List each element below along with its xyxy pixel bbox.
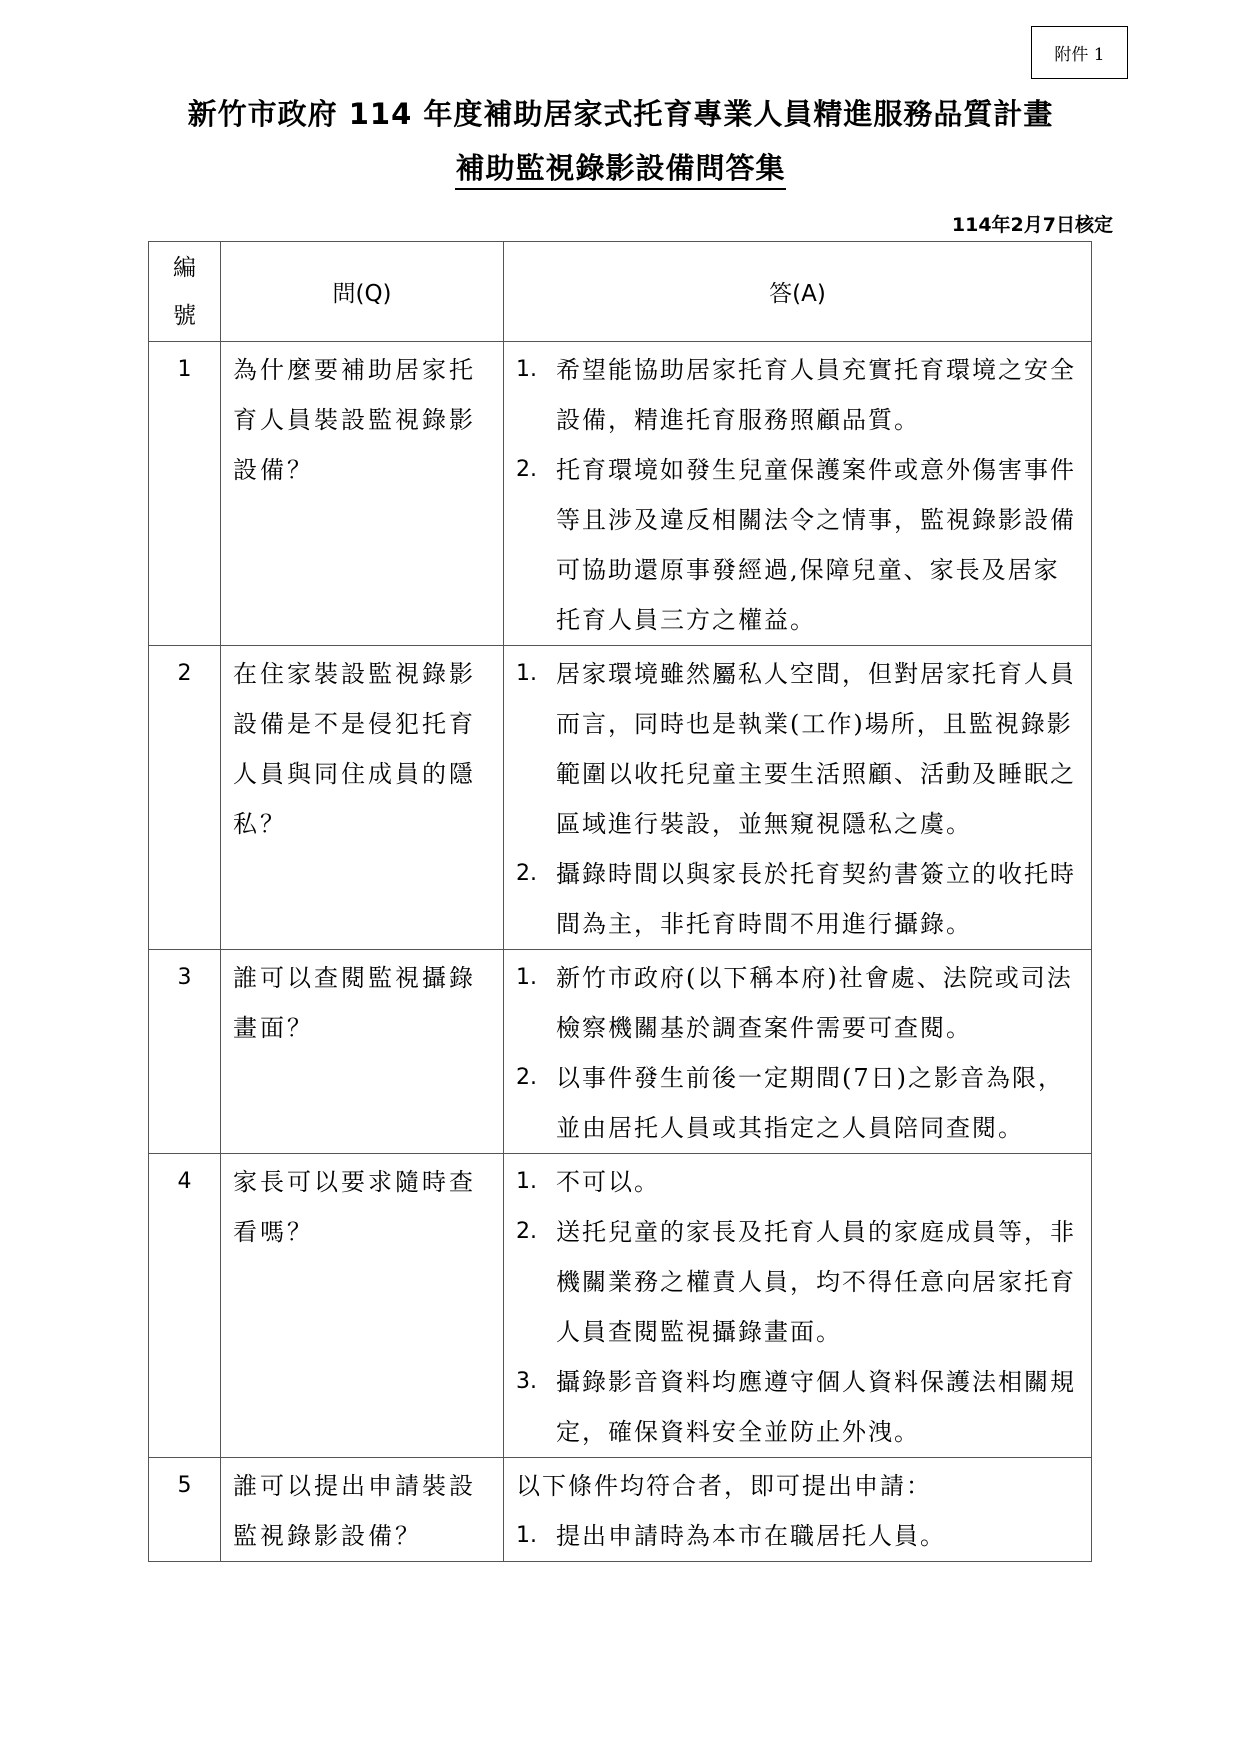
- answer-item: [516, 849, 1081, 949]
- question-cell: [221, 1458, 504, 1562]
- row-number: 2: [177, 661, 192, 686]
- answer-item-index: 2.: [516, 861, 537, 886]
- qa-table: [148, 241, 1092, 1562]
- table-row: [149, 646, 1092, 950]
- question-cell: [221, 1154, 504, 1458]
- answer-item-index: 2.: [516, 1219, 537, 1244]
- question-cell: [221, 342, 504, 646]
- document-subtitle: [0, 146, 1241, 187]
- question-cell: [221, 646, 504, 950]
- row-number-cell: [149, 646, 221, 950]
- answer-item-index: 1.: [516, 1169, 537, 1194]
- qa-table-body: [149, 342, 1092, 1562]
- approval-date: 114年2月7日核定: [951, 214, 1113, 236]
- answer-item: [516, 345, 1081, 445]
- row-number-cell: [149, 342, 221, 646]
- question-text: 家長可以要求隨時查看嗎？: [233, 1168, 476, 1246]
- answer-item-text: 托育環境如發生兒童保護案件或意外傷害事件等且涉及違反相關法令之情事，監視錄影設備可協助還原事發經過,保障兒童、家長及居家托育人員三方之權益。: [556, 456, 1076, 634]
- header-no-char: 編: [173, 254, 196, 281]
- row-number-cell: [149, 950, 221, 1154]
- answer-item-index: 2.: [516, 457, 537, 482]
- answer-item-index: 3.: [516, 1369, 537, 1394]
- answer-item: [516, 1511, 1081, 1561]
- answer-item-text: 攝錄時間以與家長於托育契約書簽立的收托時間為主，非托育時間不用進行攝錄。: [556, 860, 1076, 938]
- answer-item: [516, 445, 1081, 645]
- header-answer: 答(A): [504, 242, 1092, 342]
- answer-item: [516, 1207, 1081, 1357]
- document-subtitle-text: 補助監視錄影設備問答集: [455, 151, 785, 190]
- answer-intro: 以下條件均符合者，即可提出申請：: [516, 1472, 932, 1500]
- question-text: 在住家裝設監視錄影設備是不是侵犯托育人員與同住成員的隱私？: [233, 660, 476, 838]
- question-text: 誰可以查閱監視攝錄畫面？: [233, 964, 476, 1042]
- table-row: [149, 1458, 1092, 1562]
- answer-cell: [504, 342, 1092, 646]
- answer-item-index: 1.: [516, 661, 537, 686]
- document-title: 新竹市政府 114 年度補助居家式托育專業人員精進服務品質計畫: [187, 97, 1054, 131]
- answer-item-index: 1.: [516, 1523, 537, 1548]
- row-number: 4: [177, 1169, 192, 1194]
- answer-item-text: 希望能協助居家托育人員充實托育環境之安全設備，精進托育服務照顧品質。: [556, 356, 1076, 434]
- answer-item-text: 以事件發生前後一定期間(7日)之影音為限，並由居托人員或其指定之人員陪同查閱。: [556, 1064, 1064, 1142]
- answer-cell: [504, 646, 1092, 950]
- answer-item: [516, 953, 1081, 1053]
- header-no-char: 號: [173, 302, 196, 329]
- row-number: 5: [177, 1473, 192, 1498]
- answer-item: [516, 1053, 1081, 1153]
- header-no-text: [149, 244, 220, 340]
- table-row: [149, 950, 1092, 1154]
- answer-item: [516, 1357, 1081, 1457]
- header-no: [149, 242, 221, 342]
- answer-item-index: 1.: [516, 357, 537, 382]
- attachment-label: 附件 1: [1031, 26, 1128, 79]
- answer-item-text: 送托兒童的家長及托育人員的家庭成員等，非機關業務之權責人員，均不得任意向居家托育人員查閱監視攝錄畫面。: [556, 1218, 1076, 1346]
- answer-cell: [504, 950, 1092, 1154]
- header-question: 問(Q): [221, 242, 504, 342]
- row-number: 1: [177, 357, 192, 382]
- answer-item-text: 居家環境雖然屬私人空間，但對居家托育人員而言，同時也是執業(工作)場所，且監視錄影範圍以收托兒童主要生活照顧、活動及睡眠之區域進行裝設，並無窺視隱私之虞。: [556, 660, 1076, 838]
- answer-item-text: 攝錄影音資料均應遵守個人資料保護法相關規定，確保資料安全並防止外洩。: [556, 1368, 1076, 1446]
- row-number-cell: [149, 1458, 221, 1562]
- question-cell: [221, 950, 504, 1154]
- table-row: [149, 342, 1092, 646]
- row-number-cell: [149, 1154, 221, 1458]
- question-text: 為什麼要補助居家托育人員裝設監視錄影設備？: [233, 356, 476, 484]
- row-number: 3: [177, 965, 192, 990]
- question-text: 誰可以提出申請裝設監視錄影設備？: [233, 1472, 476, 1550]
- answer-cell: [504, 1458, 1092, 1562]
- answer-item-text: 新竹市政府(以下稱本府)社會處、法院或司法檢察機關基於調查案件需要可查閱。: [556, 964, 1073, 1042]
- answer-item: [516, 1157, 1081, 1207]
- table-row: [149, 1154, 1092, 1458]
- answer-cell: [504, 1154, 1092, 1458]
- answer-item-index: 1.: [516, 965, 537, 990]
- answer-item-text: 提出申請時為本市在職居托人員。: [556, 1522, 946, 1550]
- table-header-row: [149, 242, 1092, 342]
- answer-item-index: 2.: [516, 1065, 537, 1090]
- answer-item-text: 不可以。: [556, 1168, 660, 1196]
- answer-item: [516, 649, 1081, 849]
